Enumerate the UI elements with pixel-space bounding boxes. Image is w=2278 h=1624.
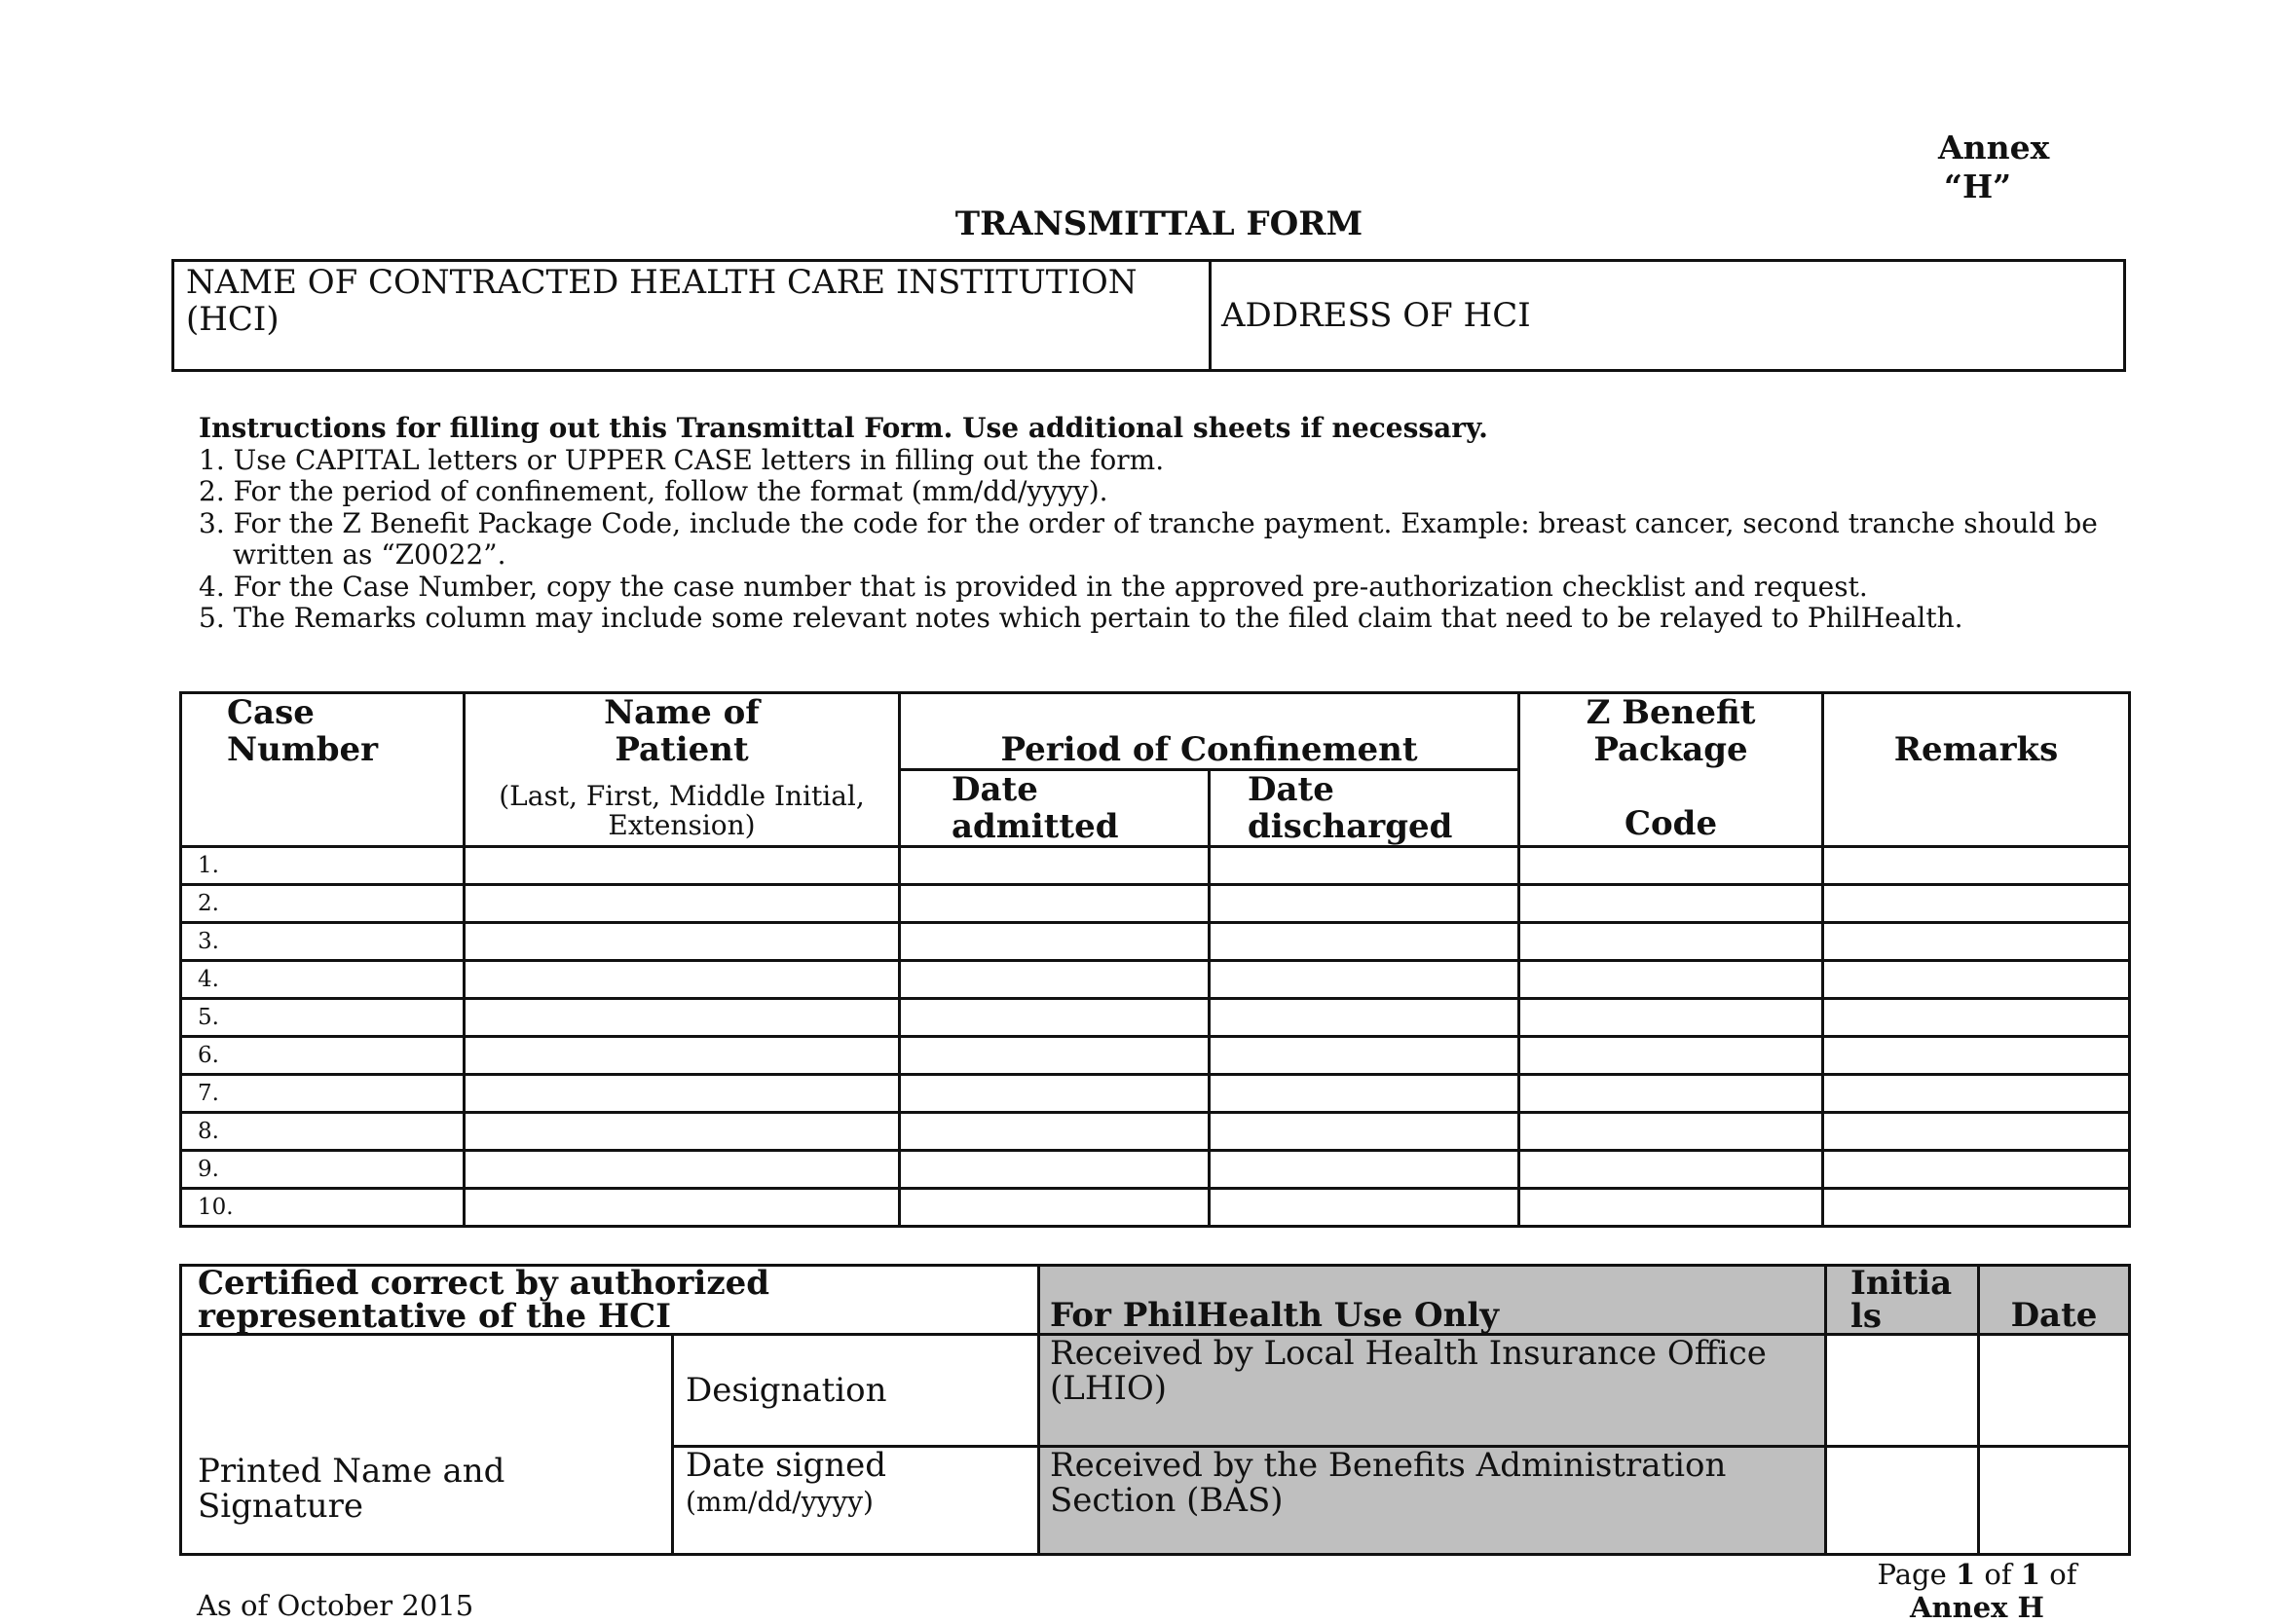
table-row bbox=[181, 961, 2130, 999]
claims-table bbox=[179, 691, 2131, 1228]
remarks-cell[interactable] bbox=[1823, 1189, 2130, 1227]
row-number[interactable]: 5. bbox=[181, 999, 465, 1037]
date-admitted-cell[interactable] bbox=[900, 847, 1210, 885]
patient-name-cell[interactable] bbox=[465, 1189, 900, 1227]
z-code-cell[interactable] bbox=[1519, 1075, 1823, 1113]
hci-address-field[interactable] bbox=[1211, 261, 2125, 371]
date-admitted-cell[interactable] bbox=[900, 961, 1210, 999]
instruction-item: 4. For the Case Number, copy the case number that is provided in the approved pre-authorization checklist and request. bbox=[199, 570, 1868, 603]
date-admitted-cell[interactable] bbox=[900, 923, 1210, 961]
table-row bbox=[181, 847, 2130, 885]
col-patient-name: Name of Patient (Last, First, Middle Initial, Extension) bbox=[465, 693, 900, 847]
date-header: Date bbox=[1979, 1266, 2130, 1335]
annex-label bbox=[1938, 129, 2049, 206]
remarks-cell[interactable] bbox=[1823, 1075, 2130, 1113]
date-discharged-cell[interactable] bbox=[1210, 1113, 1519, 1151]
patient-name-cell[interactable] bbox=[465, 923, 900, 961]
lhio-received-label: Received by Local Health Insurance Office (LHIO) bbox=[1039, 1335, 1826, 1447]
as-of-date: As of October 2015 bbox=[197, 1589, 474, 1622]
col-date-discharged: Date discharged bbox=[1210, 770, 1519, 847]
patient-name-cell[interactable] bbox=[465, 1113, 900, 1151]
patient-name-cell[interactable] bbox=[465, 1151, 900, 1189]
annex-line-1: Annex bbox=[1938, 129, 2050, 166]
date-discharged-cell[interactable] bbox=[1210, 999, 1519, 1037]
patient-name-cell[interactable] bbox=[465, 999, 900, 1037]
z-code-cell[interactable] bbox=[1519, 847, 1823, 885]
annex-reference: Annex H bbox=[1910, 1591, 2044, 1624]
table-row bbox=[181, 1189, 2130, 1227]
remarks-cell[interactable] bbox=[1823, 1113, 2130, 1151]
remarks-cell[interactable] bbox=[1823, 999, 2130, 1037]
remarks-cell[interactable] bbox=[1823, 847, 2130, 885]
patient-name-cell[interactable] bbox=[465, 1037, 900, 1075]
z-code-cell[interactable] bbox=[1519, 1151, 1823, 1189]
table-row bbox=[181, 1037, 2130, 1075]
instruction-item: 1. Use CAPITAL letters or UPPER CASE letters in filling out the form. bbox=[199, 443, 1165, 476]
row-number[interactable]: 10. bbox=[181, 1189, 465, 1227]
col-case-number: Case Number bbox=[181, 693, 465, 847]
patient-name-cell[interactable] bbox=[465, 1075, 900, 1113]
hci-info-table bbox=[171, 259, 2126, 372]
row-number[interactable]: 3. bbox=[181, 923, 465, 961]
remarks-cell[interactable] bbox=[1823, 923, 2130, 961]
table-row bbox=[181, 999, 2130, 1037]
row-number[interactable]: 6. bbox=[181, 1037, 465, 1075]
lhio-initials-field[interactable] bbox=[1826, 1335, 1979, 1447]
row-number[interactable]: 9. bbox=[181, 1151, 465, 1189]
row-number[interactable]: 8. bbox=[181, 1113, 465, 1151]
z-code-label: Code bbox=[1624, 804, 1718, 843]
z-code-cell[interactable] bbox=[1519, 999, 1823, 1037]
philhealth-use-label: For PhilHealth Use Only bbox=[1039, 1266, 1826, 1335]
instructions bbox=[199, 413, 2108, 635]
row-number[interactable]: 7. bbox=[181, 1075, 465, 1113]
hci-name-label: NAME OF CONTRACTED HEALTH CARE INSTITUTION (HCI) bbox=[186, 263, 1138, 339]
date-discharged-cell[interactable] bbox=[1210, 1037, 1519, 1075]
z-code-cell[interactable] bbox=[1519, 961, 1823, 999]
table-row bbox=[181, 1075, 2130, 1113]
hci-name-field[interactable] bbox=[173, 261, 1211, 371]
date-admitted-cell[interactable] bbox=[900, 1075, 1210, 1113]
z-code-cell[interactable] bbox=[1519, 1113, 1823, 1151]
bas-date-field[interactable] bbox=[1979, 1447, 2130, 1555]
initials-header: Initials bbox=[1826, 1266, 1979, 1335]
designation-field[interactable] bbox=[673, 1335, 1039, 1447]
date-admitted-cell[interactable] bbox=[900, 1113, 1210, 1151]
row-number[interactable]: 2. bbox=[181, 885, 465, 923]
instructions-heading: Instructions for filling out this Transmittal Form. Use additional sheets if necessary. bbox=[199, 412, 1488, 444]
lhio-date-field[interactable] bbox=[1979, 1335, 2130, 1447]
patient-name-hint: (Last, First, Middle Initial, Extension) bbox=[499, 780, 865, 841]
table-row bbox=[181, 1151, 2130, 1189]
date-signed-label: Date signed bbox=[686, 1446, 886, 1485]
z-code-cell[interactable] bbox=[1519, 923, 1823, 961]
col-date-admitted: Date admitted bbox=[900, 770, 1210, 847]
date-admitted-cell[interactable] bbox=[900, 1189, 1210, 1227]
instruction-item: 3. For the Z Benefit Package Code, include the code for the order of tranche payment. Example: breast cancer, second tranche should be written as “Z0022”. bbox=[199, 506, 2098, 571]
date-discharged-cell[interactable] bbox=[1210, 923, 1519, 961]
date-discharged-cell[interactable] bbox=[1210, 847, 1519, 885]
remarks-cell[interactable] bbox=[1823, 1151, 2130, 1189]
form-title: TRANSMITTAL FORM bbox=[954, 204, 1363, 243]
printed-name-signature-field[interactable] bbox=[181, 1335, 673, 1555]
date-admitted-cell[interactable] bbox=[900, 999, 1210, 1037]
instruction-item: 2. For the period of confinement, follow the format (mm/dd/yyyy). bbox=[199, 475, 1108, 507]
col-period-of-confinement: Period of Confinement bbox=[900, 693, 1519, 770]
remarks-cell[interactable] bbox=[1823, 1037, 2130, 1075]
z-code-cell[interactable] bbox=[1519, 1189, 1823, 1227]
remarks-cell[interactable] bbox=[1823, 961, 2130, 999]
date-admitted-cell[interactable] bbox=[900, 885, 1210, 923]
date-discharged-cell[interactable] bbox=[1210, 885, 1519, 923]
date-discharged-cell[interactable] bbox=[1210, 1151, 1519, 1189]
patient-name-cell[interactable] bbox=[465, 885, 900, 923]
annex-line-2: “H” bbox=[1944, 167, 2012, 205]
z-code-cell[interactable] bbox=[1519, 1037, 1823, 1075]
page-current: 1 bbox=[1956, 1558, 1976, 1591]
date-signed-field[interactable] bbox=[673, 1447, 1039, 1555]
date-admitted-cell[interactable] bbox=[900, 1151, 1210, 1189]
hci-address-label: ADDRESS OF HCI bbox=[1221, 296, 1531, 335]
certification-table bbox=[179, 1264, 2131, 1556]
patient-name-cell[interactable] bbox=[465, 847, 900, 885]
row-number[interactable]: 1. bbox=[181, 847, 465, 885]
patient-name-cell[interactable] bbox=[465, 961, 900, 999]
table-row bbox=[181, 885, 2130, 923]
remarks-cell[interactable] bbox=[1823, 885, 2130, 923]
bas-received-label: Received by the Benefits Administration Section (BAS) bbox=[1039, 1447, 1826, 1555]
z-code-cell[interactable] bbox=[1519, 885, 1823, 923]
col-remarks: Remarks bbox=[1823, 693, 2130, 847]
date-discharged-cell[interactable] bbox=[1210, 1189, 1519, 1227]
bas-initials-field[interactable] bbox=[1826, 1447, 1979, 1555]
date-admitted-cell[interactable] bbox=[900, 1037, 1210, 1075]
page-total: 1 bbox=[2020, 1558, 2041, 1591]
page-indicator: Page 1 of 1 of Annex H bbox=[1831, 1558, 2123, 1624]
date-discharged-cell[interactable] bbox=[1210, 961, 1519, 999]
certified-by-label: Certified correct by authorized representative of the HCI bbox=[181, 1266, 1039, 1335]
date-signed-format: (mm/dd/yyyy) bbox=[686, 1486, 874, 1518]
col-z-benefit-code: Z Benefit Package Code bbox=[1519, 693, 1823, 847]
designation-label: Designation bbox=[686, 1371, 887, 1410]
instruction-item: 5. The Remarks column may include some relevant notes which pertain to the filed claim that need to be relayed to PhilHealth. bbox=[199, 602, 1963, 634]
printed-name-label: Printed Name and Signature bbox=[198, 1451, 505, 1526]
date-discharged-cell[interactable] bbox=[1210, 1075, 1519, 1113]
table-row bbox=[181, 1113, 2130, 1151]
table-row bbox=[181, 923, 2130, 961]
row-number[interactable]: 4. bbox=[181, 961, 465, 999]
